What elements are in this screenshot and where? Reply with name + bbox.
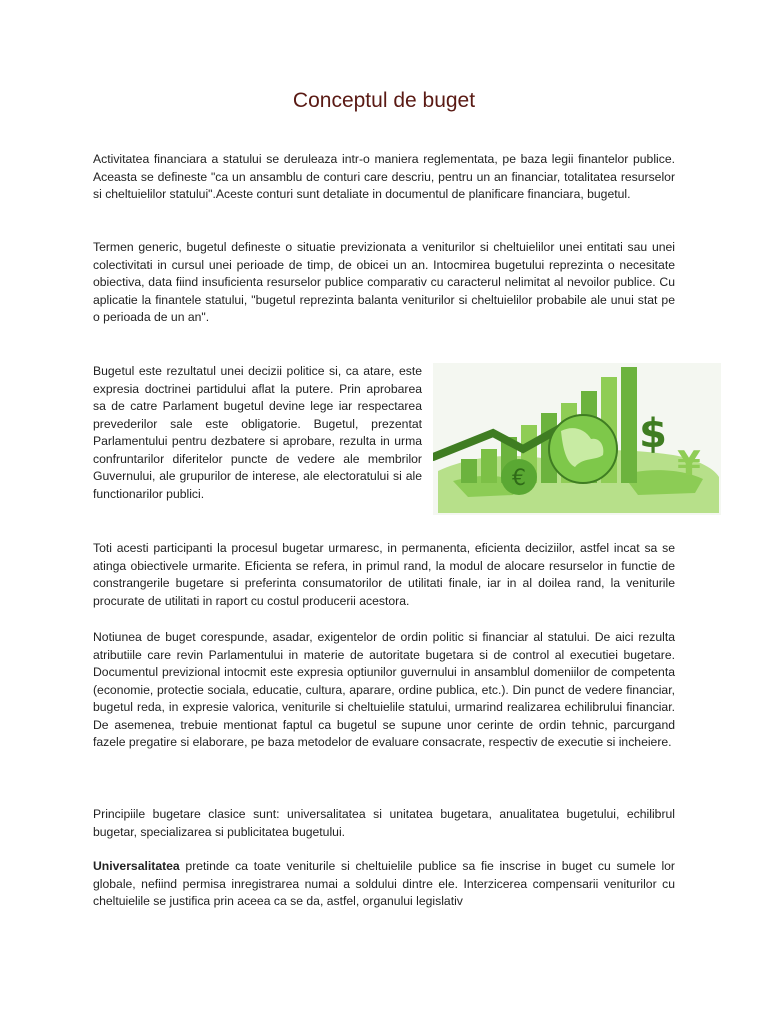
paragraph-notiunea-buget: Notiunea de buget corespunde, asadar, exigentelor de ordin politic si financiar al statului. De aici rezulta atributiile care revin Parlamentului in materie de autoritate bugetara si de control al executiei bugetare. Documentul previzional intocmit este expresia optiunilor guvernului in ansamblul domeniilor de competenta (economie, protectie sociala, educatie, cultura, aparare, ordine publica, etc.). Din punct de vedere financiar, bugetul reda, in expresie valorica, veniturile si cheltuielile statului, urmarind realizarea echilibrului financiar. De asemenea, trebuie mentionat faptul ca bugetul se supune unor cerinte de ordin tehnic, parcurgand fazele pregatire si elaborare, pe baza metodelor de evaluare consacrate, respectiv de executie si incheiere. — [93, 630, 675, 749]
green-globe-bar-chart-currency-icon — [433, 363, 721, 515]
budget-illustration — [433, 363, 721, 515]
paragraph-universalitatea — [93, 858, 675, 911]
paragraph-activitatea: Activitatea financiara a statului se deruleaza intr-o maniera reglementata, pe baza legii finantelor publice. Aceasta se defineste "ca un ansamblu de conturi care descriu, pentru un an financiar, totalitatea resurselor si cheltuielilor statului".Aceste conturi sunt detaliate in documentul de planificare financiara, bugetul. — [93, 152, 675, 201]
keyword-universalitatea: Universalitatea — [93, 859, 180, 873]
paragraph-participanti: Toti acesti participanti la procesul bugetar urmaresc, in permanenta, eficienta deciziilor, astfel incat sa se atinga obiectivele urmarite. Eficienta se refera, in primul rand, la modul de alocare resurselor in functie de constrangerile bugetare si preferinta consumatorilor de utilitati finale, iar in al doilea rand, la veniturile procurate de utilitati in raport cu costul producerii acestora. — [93, 541, 675, 608]
svg-text:€: € — [512, 466, 526, 491]
universalitatea-text: pretinde ca toate veniturile si cheltuielile publice sa fie inscrise in buget cu sumele lor globale, nefiind permisa inregistrarea numai a soldului dintre ele. Interzicerea compensarii veniturilor cu cheltuielile se justifica prin aceea ca se da, astfel, organului legislativ — [93, 859, 675, 908]
svg-text:$: $ — [639, 411, 667, 457]
paragraph-principii: Principiile bugetare clasice sunt: universalitatea si unitatea bugetara, anualitatea bugetului, echilibrul bugetar, specializarea si publicitatea bugetului. — [93, 807, 675, 839]
svg-text:¥: ¥ — [677, 444, 701, 484]
paragraph-bugetul-decizie: Bugetul este rezultatul unei decizii politice si, ca atare, este expresia doctrinei partidului aflat la putere. Prin aprobarea sa de catre Parlament bugetul devine lege iar respectarea prevederilor sale este obligatorie. Bugetul, prezentat Parlamentului pentru dezbatere si aprobare, rezulta in urma confruntarilor diferitelor puncte de vedere ale membrilor Guvernului, ale grupurilor de interese, ale electoratului si ale functionarilor publici. — [93, 364, 422, 501]
page-title: Conceptul de buget — [292, 89, 476, 112]
paragraph-termen-generic: Termen generic, bugetul defineste o situatie previzionata a veniturilor si cheltuielilor unei entitati sau unei colectivitati in cursul unei perioade de timp, de obicei un an. Intocmirea bugetului reprezinta o necesitate obiectiva, data fiind insuficienta resurselor publice comparativ cu caracterul nelimitat al nevoilor publice. Cu aplicatie la finantele statului, "bugetul reprezinta balanta veniturilor si cheltuielilor probabile ale unui stat pe o perioada de un an". — [93, 240, 675, 324]
